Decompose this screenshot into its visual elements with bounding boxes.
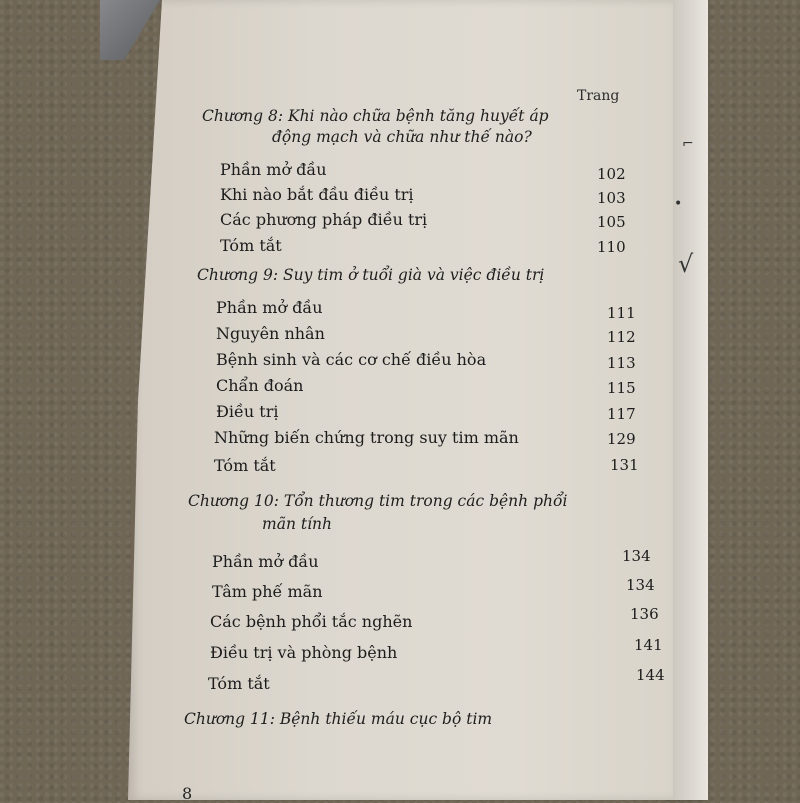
- toc-entry: Tóm tắt: [214, 456, 276, 475]
- toc-entry: Phần mở đầu: [212, 552, 319, 571]
- toc-page-number: 134: [622, 547, 651, 565]
- toc-entry: Khi nào bắt đầu điều trị: [220, 185, 414, 204]
- toc-page-number: 117: [607, 405, 636, 423]
- toc-page-number: 115: [607, 379, 636, 397]
- toc-entry: Phần mở đầu: [216, 298, 323, 317]
- toc-entry: Điều trị và phòng bệnh: [210, 643, 398, 662]
- margin-mark: ⌐: [682, 136, 694, 152]
- chapter-11-title: Chương 11: Bệnh thiếu máu cục bộ tim: [184, 710, 493, 728]
- toc-page-number: 102: [597, 165, 626, 183]
- toc-entry: Nguyên nhân: [216, 324, 325, 343]
- adjacent-page-edge: [668, 0, 708, 800]
- chapter-8-title-line1: Chương 8: Khi nào chữa bệnh tăng huyết áp: [202, 107, 549, 125]
- toc-page-number: 105: [597, 213, 626, 231]
- page-number: 8: [182, 784, 193, 803]
- toc-entry: Phần mở đầu: [220, 160, 327, 179]
- toc-page-number: 144: [636, 666, 665, 684]
- toc-entry: Các bệnh phổi tắc nghẽn: [210, 612, 413, 631]
- toc-entry: Chẩn đoán: [216, 376, 304, 395]
- toc-page-number: 110: [597, 238, 626, 256]
- pencil-check-mark: √: [678, 250, 694, 278]
- toc-page-number: 112: [607, 328, 636, 346]
- toc-page-number: 141: [634, 636, 663, 654]
- toc-page-number: 111: [607, 304, 636, 322]
- toc-page-number: 131: [610, 456, 639, 474]
- chapter-10-title-line2: mãn tính: [262, 515, 332, 533]
- toc-entry: Bệnh sinh và các cơ chế điều hòa: [216, 350, 487, 369]
- chapter-9-title: Chương 9: Suy tim ở tuổi già và việc điều trị: [197, 266, 545, 284]
- toc-page-number: 103: [597, 189, 626, 207]
- margin-mark: •: [674, 196, 683, 212]
- toc-page-number: 113: [607, 354, 636, 372]
- page-column-header: Trang: [577, 88, 620, 104]
- chapter-8-title-line2: động mạch và chữa như thế nào?: [272, 128, 532, 146]
- toc-entry: Tóm tắt: [220, 236, 282, 255]
- toc-page-number: 129: [607, 430, 636, 448]
- toc-entry: Tâm phế mãn: [212, 582, 323, 601]
- toc-entry: Những biến chứng trong suy tim mãn: [214, 428, 519, 447]
- background-object: [100, 0, 160, 60]
- toc-page-number: 136: [630, 605, 659, 623]
- chapter-10-title-line1: Chương 10: Tổn thương tim trong các bệnh phổi: [188, 492, 568, 510]
- toc-entry: Các phương pháp điều trị: [220, 210, 428, 229]
- toc-entry: Điều trị: [216, 402, 279, 421]
- toc-page-number: 134: [626, 576, 655, 594]
- toc-entry: Tóm tắt: [208, 674, 270, 693]
